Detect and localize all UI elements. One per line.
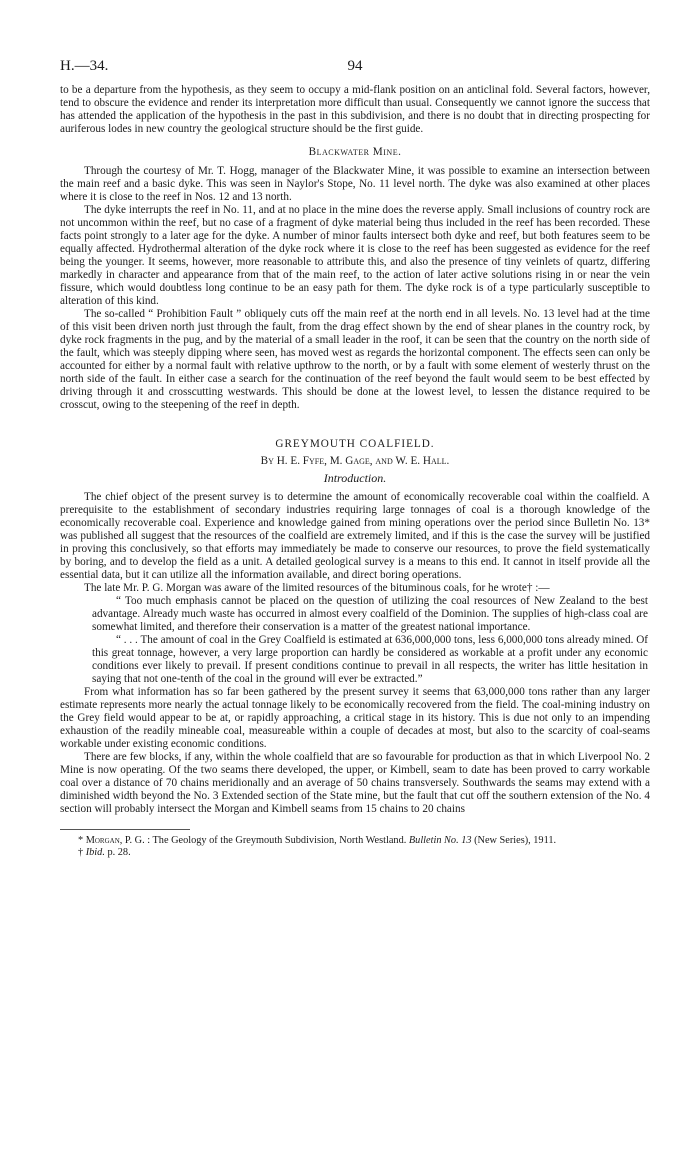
continued-paragraph: to be a departure from the hypothesis, as they seem to occupy a mid-flank position on an anticlinal fold. Several factors, however, tend to obscure the evidence and render its interpretation more difficult than usual. Consequently we cannot ignore the success that has attended the application of the hypothesis in the past in this subdivision, and there is no doubt that in directing prospecting for auriferous lodes in new country the geological structure should be the first guide. — [60, 84, 650, 135]
paragraph: From what information has so far been gathered by the present survey it seems that 63,000,000 tons rather than any larger estimate represents more nearly the actual tonnage likely to be economically recovered from the field. The coal-mining industry on the Grey field would appear to be at, or rapidly approaching, a critical stage in its history. This is due not only to an impending exhaustion of the readily mineable coal, measureable within a couple of decades at most, but also to the scarcity of coal-seams workable under existing economic conditions. — [60, 686, 650, 750]
footnote-tail: (New Series), 1911. — [474, 835, 557, 846]
footnote-author: * Morgan, P. G. : — [78, 835, 151, 846]
subheading-introduction: Introduction. — [323, 471, 387, 485]
page-header — [60, 58, 650, 84]
footnote-page: p. 28. — [107, 847, 131, 858]
page-number: 94 — [347, 58, 363, 74]
paragraph: The so-called “ Prohibition Fault ” obliquely cuts off the main reef at the north end in all levels. No. 13 level had at the time of this visit been driven north just through the fault, from the drag effect shown by the end of shear planes in the country rock, by dyke rock fragments in the pug, and by the material of a small leader in the roof, it can be seen that the country on the north side of the fault, which was steeply dipping where seen, has moved west as regards the horizontal component. The effects seen can only be accounted for either by a normal fault with relative upthrow to the north, or by a fault with some element of westerly thrust on the north side of the fault. In either case a search for the continuation of the reef beyond the fault would seem to be best effected by driving through it and crosscutting westwards. This should be done at the lowest level, to lessen the distance required to be crosscut, owing to the steepening of the reef in depth. — [60, 308, 650, 411]
paragraph: Through the courtesy of Mr. T. Hogg, manager of the Blackwater Mine, it was possible to examine an intersection between the main reef and a basic dyke. This was seen in Naylor's Stope, No. 11 level north. The dyke was also examined at other places where it is close to the reef in Nos. 12 and 13 north. — [60, 165, 650, 203]
section-title-greymouth: GREYMOUTH COALFIELD. — [275, 438, 435, 450]
quote-paragraph: “ Too much emphasis cannot be placed on the question of utilizing the coal resources of New Zealand to the best advantage. Already much waste has occurred in almost every coalfield of the Dominion. The supplies of high-class coal are somewhat limited, and therefore their conservation is a matter of the greatest national importance. — [92, 595, 648, 633]
footnote-mark: † — [78, 847, 84, 858]
footnote-1 — [60, 835, 650, 847]
footnotes — [60, 835, 650, 859]
paragraph: The chief object of the present survey is to determine the amount of economically recoverable coal within the coalfield. A prerequisite to the establishment of secondary industries requiring large tonnages of coal is a thorough knowledge of the economically recoverable coal. Experience and knowledge gained from mining operations over the period since Bulletin No. 13* was published all suggest that the resources of the coalfield are extremely limited, and if this is the case the survey will be justified in proving this conclusively, so that efforts may immediately be made to conserve our resources, to prove the field systematically by boring, and to develop the field as a unit. A detailed geological survey is a means to this end. It cannot in itself provide all the essential data, but it can utilize all the information available, and direct boring operations. — [60, 491, 650, 581]
footnote-divider — [60, 829, 190, 830]
authors-line: By H. E. Fyfe, M. Gage, and W. E. Hall. — [260, 455, 450, 467]
paragraph: The late Mr. P. G. Morgan was aware of the limited resources of the bituminous coals, for he wrote† :— — [84, 582, 550, 594]
document-reference: H.—34. — [60, 58, 109, 74]
footnote-journal: Bulletin No. 13 — [408, 835, 472, 846]
footnote-2 — [60, 847, 650, 859]
section-heading-blackwater: Blackwater Mine. — [308, 146, 402, 158]
footnote-ibid: Ibid. — [85, 847, 105, 858]
footnote-text: The Geology of the Greymouth Subdivision, North Westland. — [152, 835, 407, 846]
paragraph: The dyke interrupts the reef in No. 11, and at no place in the mine does the reverse apply. Small inclusions of country rock are not uncommon within the reef, but no case of a fragment of dyke material being thus included in the reef has been recorded. These facts point strongly to a later age for the dyke. A number of minor faults intersect both dyke and reef, but both features seem to be equally affected. Hydrothermal alteration of the dyke rock where it is close to the reef has been suggested as evidence for the reef being the younger. It seems, however, more reasonable to attribute this, and also the presence of tiny veinlets of quartz, differing markedly in character and appearance from that of the main reef, to the action of later active solutions rising in or near the vein fissure, which would doubtless long continue to be an easy path for them. The dyke rock is of a type particularly susceptible to alteration of this kind. — [60, 204, 650, 307]
quote-paragraph: “ . . . The amount of coal in the Grey Coalfield is estimated at 636,000,000 tons, less 6,000,000 tons already mined. Of this great tonnage, however, a very large proportion can hardly be considered as workable at a profit under any economic conditions ever likely to prevail. If present conditions continue to prevail in all respects, the writer has little hesitation in saying that not one-tenth of the coal in the ground will ever be extracted.” — [92, 634, 648, 685]
paragraph: There are few blocks, if any, within the whole coalfield that are so favourable for production as that in which Liverpool No. 2 Mine is now operating. Of the two seams there developed, the upper, or Kimbell, seam to date has been proved to carry workable coal over a distance of 70 chains meridionally and an average of 50 chains transversely. Southwards the seams may extend with a diminished width beyond the No. 3 Extended section of the State mine, but the fault that cut off the southern extension of the No. 4 section will probably intersect the Morgan and Kimbell seams from 15 chains to 20 chains — [60, 751, 650, 815]
block-quote — [60, 595, 650, 686]
